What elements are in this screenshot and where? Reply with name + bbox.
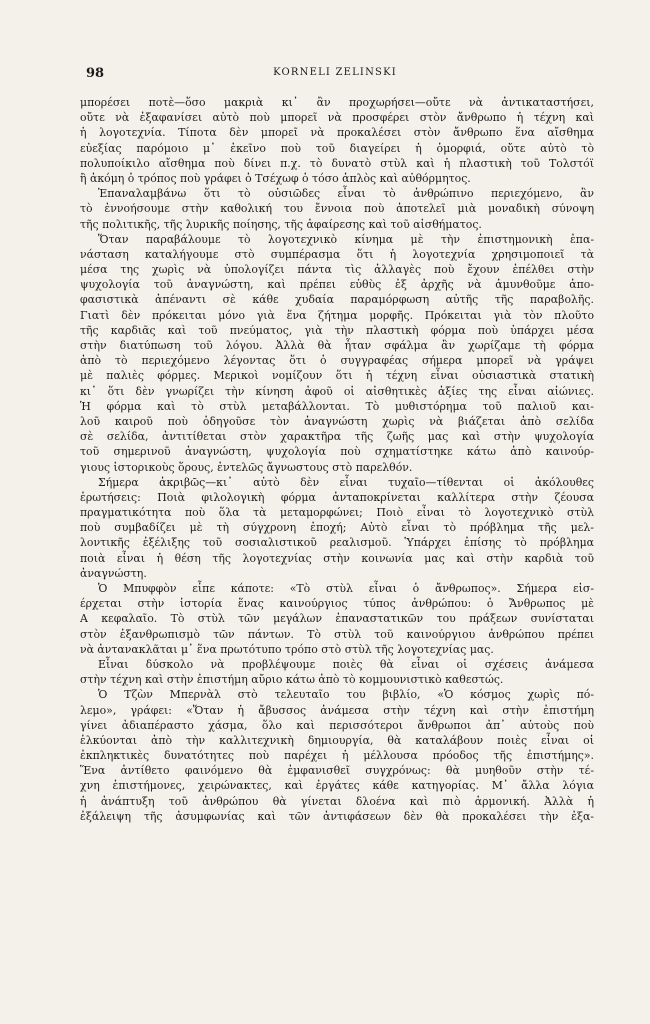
paragraph	[80, 232, 594, 475]
text-line: ἢ ἀκόμη ὁ τρόπος ποὺ γράφει ὁ Τσέχωφ ὁ τόσο ἁπλὸς καὶ αὐθόρμητος.	[80, 171, 471, 185]
page-number: 98	[86, 66, 105, 81]
text-line: πολυποίκιλο αἴσθημα ποὺ δίνει π.χ. τὸ δυνατὸ στὺλ καὶ ἡ πλαστικὴ τοῦ Τολστόϊ	[80, 156, 594, 170]
text-line: Ἡ φόρμα καὶ τὸ στὺλ μεταβάλλονται. Τὸ μυθιστόρημα τοῦ παλιοῦ και-	[80, 399, 594, 413]
body-text	[80, 95, 594, 824]
text-line: κι᾽ ὅτι δὲν γνωρίζει τὴν κίνηση ἀφοῦ οἱ αἰσθητικὲς ἀξίες της εἶναι αἰώνιες.	[80, 384, 594, 398]
text-line: ἀπὸ τὸ περιεχόμενο λέγοντας ὅτι ὁ συγγραφέας σήμερα μπορεῖ νὰ γράψει	[80, 354, 594, 368]
text-line: τῆς καρδιᾶς καὶ τοῦ πνεύματος, γιὰ τὴν πλαστικὴ φόρμα ποὺ ὑπάρχει μέσα	[80, 323, 594, 337]
text-line: λοῦ καιροῦ ποὺ ὁδηγοῦσε τὸν ἀναγνώστη χωρὶς νὰ βιάζεται ἀπὸ σελίδα	[80, 414, 594, 428]
paragraph	[80, 95, 594, 186]
text-line: έρχεται στὴν ἱστορία ἕνας καινούργιος τύπος ἀνθρώπου: ὁ Ἄνθρωπος μὲ	[80, 597, 594, 611]
text-line: στὸν ἐξανθρωπισμὸ τῶν πάντων. Τὸ στὺλ τοῦ καινούργιου ἀνθρώπου πρέπει	[80, 627, 594, 641]
text-line: μπορέσει ποτὲ—ὅσο μακριὰ κι᾽ ἂν προχωρήσει—οὔτε νὰ ἀντικαταστήσει,	[80, 96, 594, 109]
text-line: Σήμερα ἀκριβῶς—κι᾽ αὐτὸ δὲν εἶναι τυχαῖο—τίθενται οἱ ἀκόλουθες	[98, 475, 594, 489]
text-line: μὲ παλιὲς φόρμες. Μερικοὶ νομίζουν ὅτι ἡ τέχνη εἶναι οὐσιαστικὰ στατικὴ	[80, 369, 594, 383]
text-line: ἐξάλειψη τῆς ἀσυμφωνίας καὶ τῶν ἀντιφάσεων δὲν θὰ προκαλέσει τὴν ἐξα-	[80, 809, 594, 823]
text-line: γιους ἱστορικοὺς ὅρους, ἐντελῶς ἄγνωστους στὸ παρελθόν.	[80, 460, 413, 474]
text-line: Ὅταν παραβάλουμε τὸ λογοτεχνικὸ κίνημα μὲ τὴν ἐπιστημονικὴ ἐπα-	[98, 232, 594, 246]
text-line: στὴν τέχνη καὶ στὴν ἐπιστήμη αὔριο κάτω ἀπὸ τὸ κομμουνιστικὸ καθεστώς.	[80, 673, 504, 687]
text-line: σὲ σελίδα, ἀντιτίθεται στὸν χαρακτῆρα τῆς ζωῆς μας καὶ στὴν ψυχολογία	[80, 430, 594, 444]
text-line: γίνει ἀδιαπέραστο χάσμα, ὅλο καὶ περισσότεροι ἄνθρωποι ἀπ᾽ αὐτοὺς ποὺ	[80, 718, 594, 732]
running-head: KORNELI ZELINSKI	[273, 67, 397, 78]
text-line: ἑλκύονται ἀπὸ τὴν καλλιτεχνικὴ δημιουργία, θὰ καταλάβουν ποιὲς εἶναι οἱ	[80, 733, 594, 747]
text-line: Εἶναι δύσκολο νὰ προβλέψουμε ποιὲς θὰ εἶναι οἱ σχέσεις ἀνάμεσα	[98, 657, 594, 671]
text-line: Ἐπαναλαμβάνω ὅτι τὸ οὐσιῶδες εἶναι τὸ ἀνθρώπινο περιεχόμενο, ἂν	[98, 187, 594, 201]
paragraph	[80, 186, 594, 232]
text-line: νάσταση καταλήγουμε στὸ συμπέρασμα ὅτι ἡ λογοτεχνία χρησιμοποιεῖ τὰ	[80, 247, 594, 261]
page-header	[80, 66, 590, 84]
text-line: Ἕνα ἀντίθετο φαινόμενο θὰ ἐμφανισθεῖ συγχρόνως: θὰ μυηθοῦν στὴν τέ-	[80, 764, 594, 778]
paragraph	[80, 687, 594, 824]
paragraph	[80, 475, 594, 581]
text-line: ἡ ἀνάπτυξη τοῦ ἀνθρώπου θὰ γίνεται δλοένα καὶ πιὸ ἁρμονική. Ἀλλὰ ἡ	[80, 794, 594, 808]
paragraph	[80, 581, 594, 657]
text-line: χνη ἐπιστήμονες, χειρώνακτες, καὶ ἐργάτες κάθε κατηγορίας. Μ᾽ ἄλλα λόγια	[80, 779, 594, 793]
text-line: εὐεξίας παρόμοιο μ᾽ ἐκεῖνο ποὺ τοῦ διαγείρει ἡ ὁμορφιά, οὔτε αὐτὸ τὸ	[80, 141, 594, 155]
text-line: ἐρωτήσεις: Ποιὰ φιλολογικὴ φόρμα ἀνταποκρίνεται καλλίτερα στὴν ζέουσα	[80, 490, 594, 504]
text-line: ψυχολογία τοῦ ἀναγνώστη, καὶ πρέπει εὐθὺς ἐξ ἀρχῆς νὰ ἀμυνθοῦμε ἀπο-	[80, 278, 594, 292]
text-line: ποιὰ εἶναι ἡ θέση τῆς λογοτεχνίας στὴν κοινωνία μας καὶ στὴν καρδιὰ τοῦ	[80, 551, 594, 565]
text-line: Ὁ Τζὼν Μπερνὰλ στὸ τελευταῖο του βιβλίο, «Ὁ κόσμος χωρὶς πό-	[98, 688, 594, 702]
text-line: στὴν διατύπωση τοῦ λόγου. Ἀλλὰ θὰ ἦταν σφάλμα ἂν χωρίζαμε τὴ φόρμα	[80, 339, 594, 352]
text-line: ἡ λογοτεχνία. Τίποτα δὲν μπορεῖ νὰ προκαλέσει στὸν ἄνθρωπο ἕνα αἴσθημα	[80, 126, 594, 140]
text-line: ἀναγνώστη.	[80, 566, 147, 580]
text-line: τὸ ἐννοήσουμε στὴν καθολική του ἔννοια ποὺ ἀποτελεῖ μιὰ μοναδικὴ σύνοψη	[80, 202, 594, 216]
text-line: τῆς πολιτικῆς, τῆς λυρικῆς ποίησης, τῆς ἀφαίρεσης καὶ τοῦ αἰσθήματος.	[80, 217, 482, 231]
text-line: Ὁ Μπυφφὸν εἶπε κάποτε: «Τὸ στὺλ εἶναι ὁ ἄνθρωπος». Σήμερα εἰσ-	[98, 582, 594, 595]
text-line: λεμο», γράφει: «Ὅταν ἡ ἄβυσσος ἀνάμεσα στὴν τέχνη καὶ στὴν ἐπιστήμη	[80, 703, 594, 717]
text-line: οὔτε νὰ ἐξαφανίσει αὐτὸ ποὺ μπορεῖ νὰ προσφέρει στὸν ἄνθρωπο ἡ τέχνη καὶ	[80, 111, 594, 125]
text-line: νὰ ἀντανακλᾶται μ᾽ ἕνα πρωτότυπο τρόπο στὸ στὺλ τῆς λογοτεχνίας μας.	[80, 642, 494, 656]
text-line: ἐκπληκτικὲς δυνατότητες ποὺ παρέχει ἡ μέλλουσα πρόοδος τῆς ἐπιστήμης».	[80, 749, 594, 763]
text-line: μέσα της χωρὶς νὰ ὑπολογίζει πάντα τὶς ἀλλαγὲς ποὺ ἔχουν ἐπέλθει στὴν	[80, 263, 594, 277]
text-line: πραγματικότητα ποὺ ὅλα τὰ μεταμορφώνει; Ποιὸ εἶναι τὸ λογοτεχνικὸ στὺλ	[80, 506, 594, 520]
text-line: Α κεφαλαῖο. Τὸ στὺλ τῶν μεγάλων ἐπαναστατικῶν του πράξεων συνίσταται	[80, 612, 594, 626]
text-line: τοῦ σημερινοῦ ἀναγνώστη, ψυχολογία ποὺ σχηματίστηκε κάτω ἀπὸ καινούρ-	[80, 445, 594, 459]
text-line: Γιατὶ δὲν πρόκειται μόνο γιὰ ἕνα ζήτημα μορφῆς. Πρόκειται γιὰ τὸν πλοῦτο	[80, 308, 594, 322]
paragraph	[80, 657, 594, 687]
text-line: ποὺ συμβαδίζει μὲ τὴ σύγχρονη ἐποχή; Αὐτὸ εἶναι τὸ πρόβλημα τῆς μελ-	[80, 521, 594, 535]
text-line: λοντικῆς ἐξέλιξης τοῦ σοσιαλιστικοῦ ρεαλισμοῦ. Ὑπάρχει ἐπίσης τὸ πρόβλημα	[80, 536, 594, 550]
text-line: φασιστικὰ ἀπέναντι σὲ κάθε χυδαία παραμόρφωση αὐτῆς τῆς παραβολῆς.	[80, 293, 594, 307]
